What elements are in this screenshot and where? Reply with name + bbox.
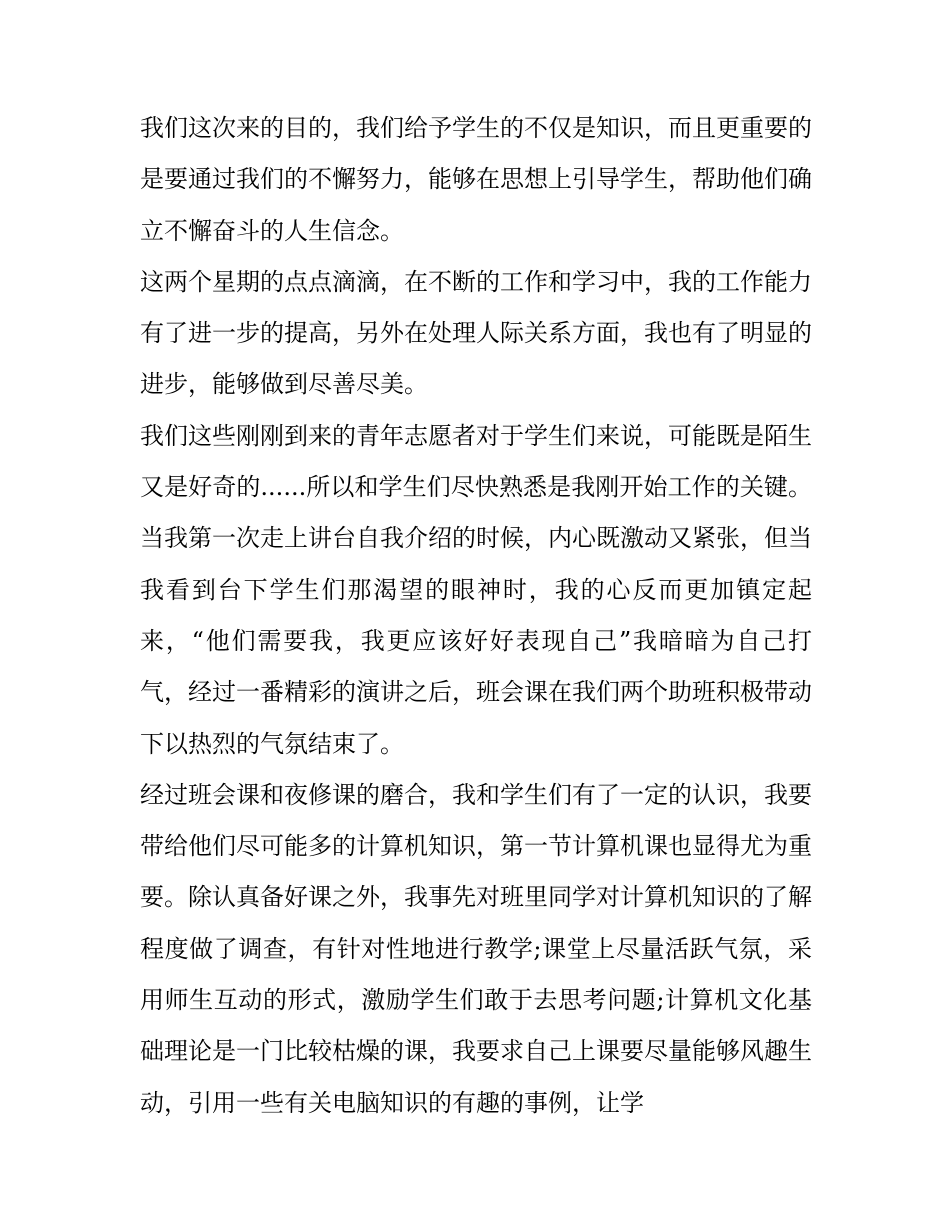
paragraph-4: 经过班会课和夜修课的磨合，我和学生们有了一定的认识，我要带给他们尽可能多的计算机知识，第一节计算机课也显得尤为重要。除认真备好课之外，我事先对班里同学对计算机知识的了解程度做了调查，有针对性地进行教学;课堂上尽量活跃气氛，采用师生互动的形式，激励学生们敢于去思考问题;计算机文化基础理论是一门比较枯燥的课，我要求自己上课要尽量能够风趣生动，引用一些有关电脑知识的有趣的事例，让学	[140, 780, 812, 1117]
document-body	[140, 103, 812, 1129]
paragraph-1: 我们这次来的目的，我们给予学生的不仅是知识，而且更重要的是要通过我们的不懈努力，能够在思想上引导学生，帮助他们确立不懈奋斗的人生信念。	[140, 114, 812, 245]
paragraph-3: 我们这些刚刚到来的青年志愿者对于学生们来说，可能既是陌生又是好奇的......所以和学生们尽快熟悉是我刚开始工作的关键。当我第一次走上讲台自我介绍的时候，内心既激动又紧张，但当我看到台下学生们那渴望的眼神时，我的心反而更加镇定起来，“他们需要我，我更应该好好表现自己”我暗暗为自己打气，经过一番精彩的演讲之后，班会课在我们两个助班积极带动下以热烈的气氛结束了。	[140, 421, 812, 758]
paragraph-2: 这两个星期的点点滴滴，在不断的工作和学习中，我的工作能力有了进一步的提高，另外在处理人际关系方面，我也有了明显的进步，能够做到尽善尽美。	[140, 267, 812, 399]
